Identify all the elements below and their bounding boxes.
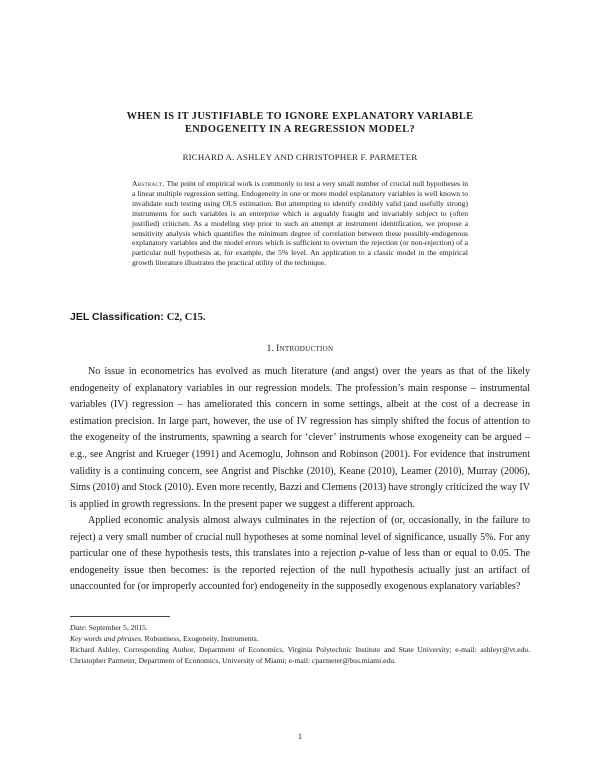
jel-period: . [202,312,206,323]
paragraph-2-text [70,513,530,596]
date-label: Date [70,623,85,632]
section-heading [70,344,530,354]
paragraph-1-text: No issue in econometrics has evolved as much literature (and angst) over the years as that of the likely endogeneity of explanatory variables in our regression models. The profession’s main response – instrumental variables (IV) regression – has ameliorated this concern in some settings, albeit at the cost of a decrease in estimation precision. In large part, however, the use of IV regression has simply shifted the focus of attention to the exogeneity of the instruments, spawning a search for ‘clever’ instruments whose exogeneity can be argued – e.g., see Angrist and Krueger (1991) and Acemoglu, Johnson and Robinson (2001). For evidence that instrument validity is a continuing concern, see Angrist and Pischke (2010), Keane (2010), Leamer (2010), Murray (2006), Sims (2010) and Stock (2010). Even more recently, Bazzi and Clemens (2013) have strongly criticized the way IV is applied in growth regressions. In the present paper we suggest a different approach. [70,366,530,510]
date-value: : September 5, 2015. [84,623,148,632]
footnote-rule [70,616,170,617]
keywords-label: Key words and phrases. [70,634,143,643]
title-line-1: WHEN IS IT JUSTIFIABLE TO IGNORE EXPLANATORY VARIABLE [126,111,474,122]
title-line-2: ENDOGENEITY IN A REGRESSION MODEL? [184,124,416,135]
footnote-contact: Richard Ashley, Corresponding Author, Department of Economics, Virginia Polytechnic Institute and State University; e-mail: ashleyr@vt.edu. Christopher Parmeter, Department of Economics, University of Miami; e-mail: cparmeter@bus.miami.edu. [70,645,530,665]
section-number: 1. [266,344,274,354]
paragraph-2 [70,513,530,596]
footnote-date [70,623,530,634]
jel-label: JEL Classification: [70,311,164,323]
keywords-value: Robustness, Exogeneity, Instruments. [142,634,259,643]
abstract-text: The point of empirical work is commonly to test a very small number of crucial null hypotheses in a linear multiple regression setting. Endogeneity in one or more model explanatory variables is well known to invalidate such testing using OLS estimation. But attempting to identify credibly valid (and usefully strong) instruments for such variables is an enterprise which is arguably fraught and invariably subject to (often justified) criticism. As a modeling step prior to such an attempt at instrument identification, we propose a sensitivity analysis which quantifies the minimum degree of correlation between these possibly-endogenous explanatory variables and the model errors which is sufficient to overturn the rejection (or non-rejection) of a particular null hypothesis at, for example, the 5% level. An application to a classic model in the empirical growth literature illustrates the practical utility of the technique. [132,179,468,268]
section-title: Introduction [276,344,334,354]
page-number: 1 [298,732,302,741]
abstract [132,179,468,268]
jel-codes: C2, C15 [166,312,203,323]
paragraph-2-part-a: Applied economic analysis almost always culminates in the rejection of (or, occasionally, in the failure to reject) a very small number of crucial null hypotheses at some nominal level of significance, usually 5%. For any particular one of these hypothesis tests, this translates into a rejection [70,515,530,560]
paragraph-2-part-b: -value of less than or equal to 0.05. The endogeneity issue then becomes: is the reported rejection of the null hypothesis actually just an artifact of unaccounted for (or improperly accounted for) endogeneity in the supposedly exogenous explanatory variables? [70,548,530,593]
authors: RICHARD A. ASHLEY AND CHRISTOPHER F. PARMETER [182,152,418,162]
paragraph-1 [70,364,530,513]
jel-classification [70,311,205,323]
abstract-label: Abstract. [132,179,165,188]
paper-title [70,110,530,136]
footnote-keywords [70,634,530,645]
p-value-symbol: p [359,548,365,560]
